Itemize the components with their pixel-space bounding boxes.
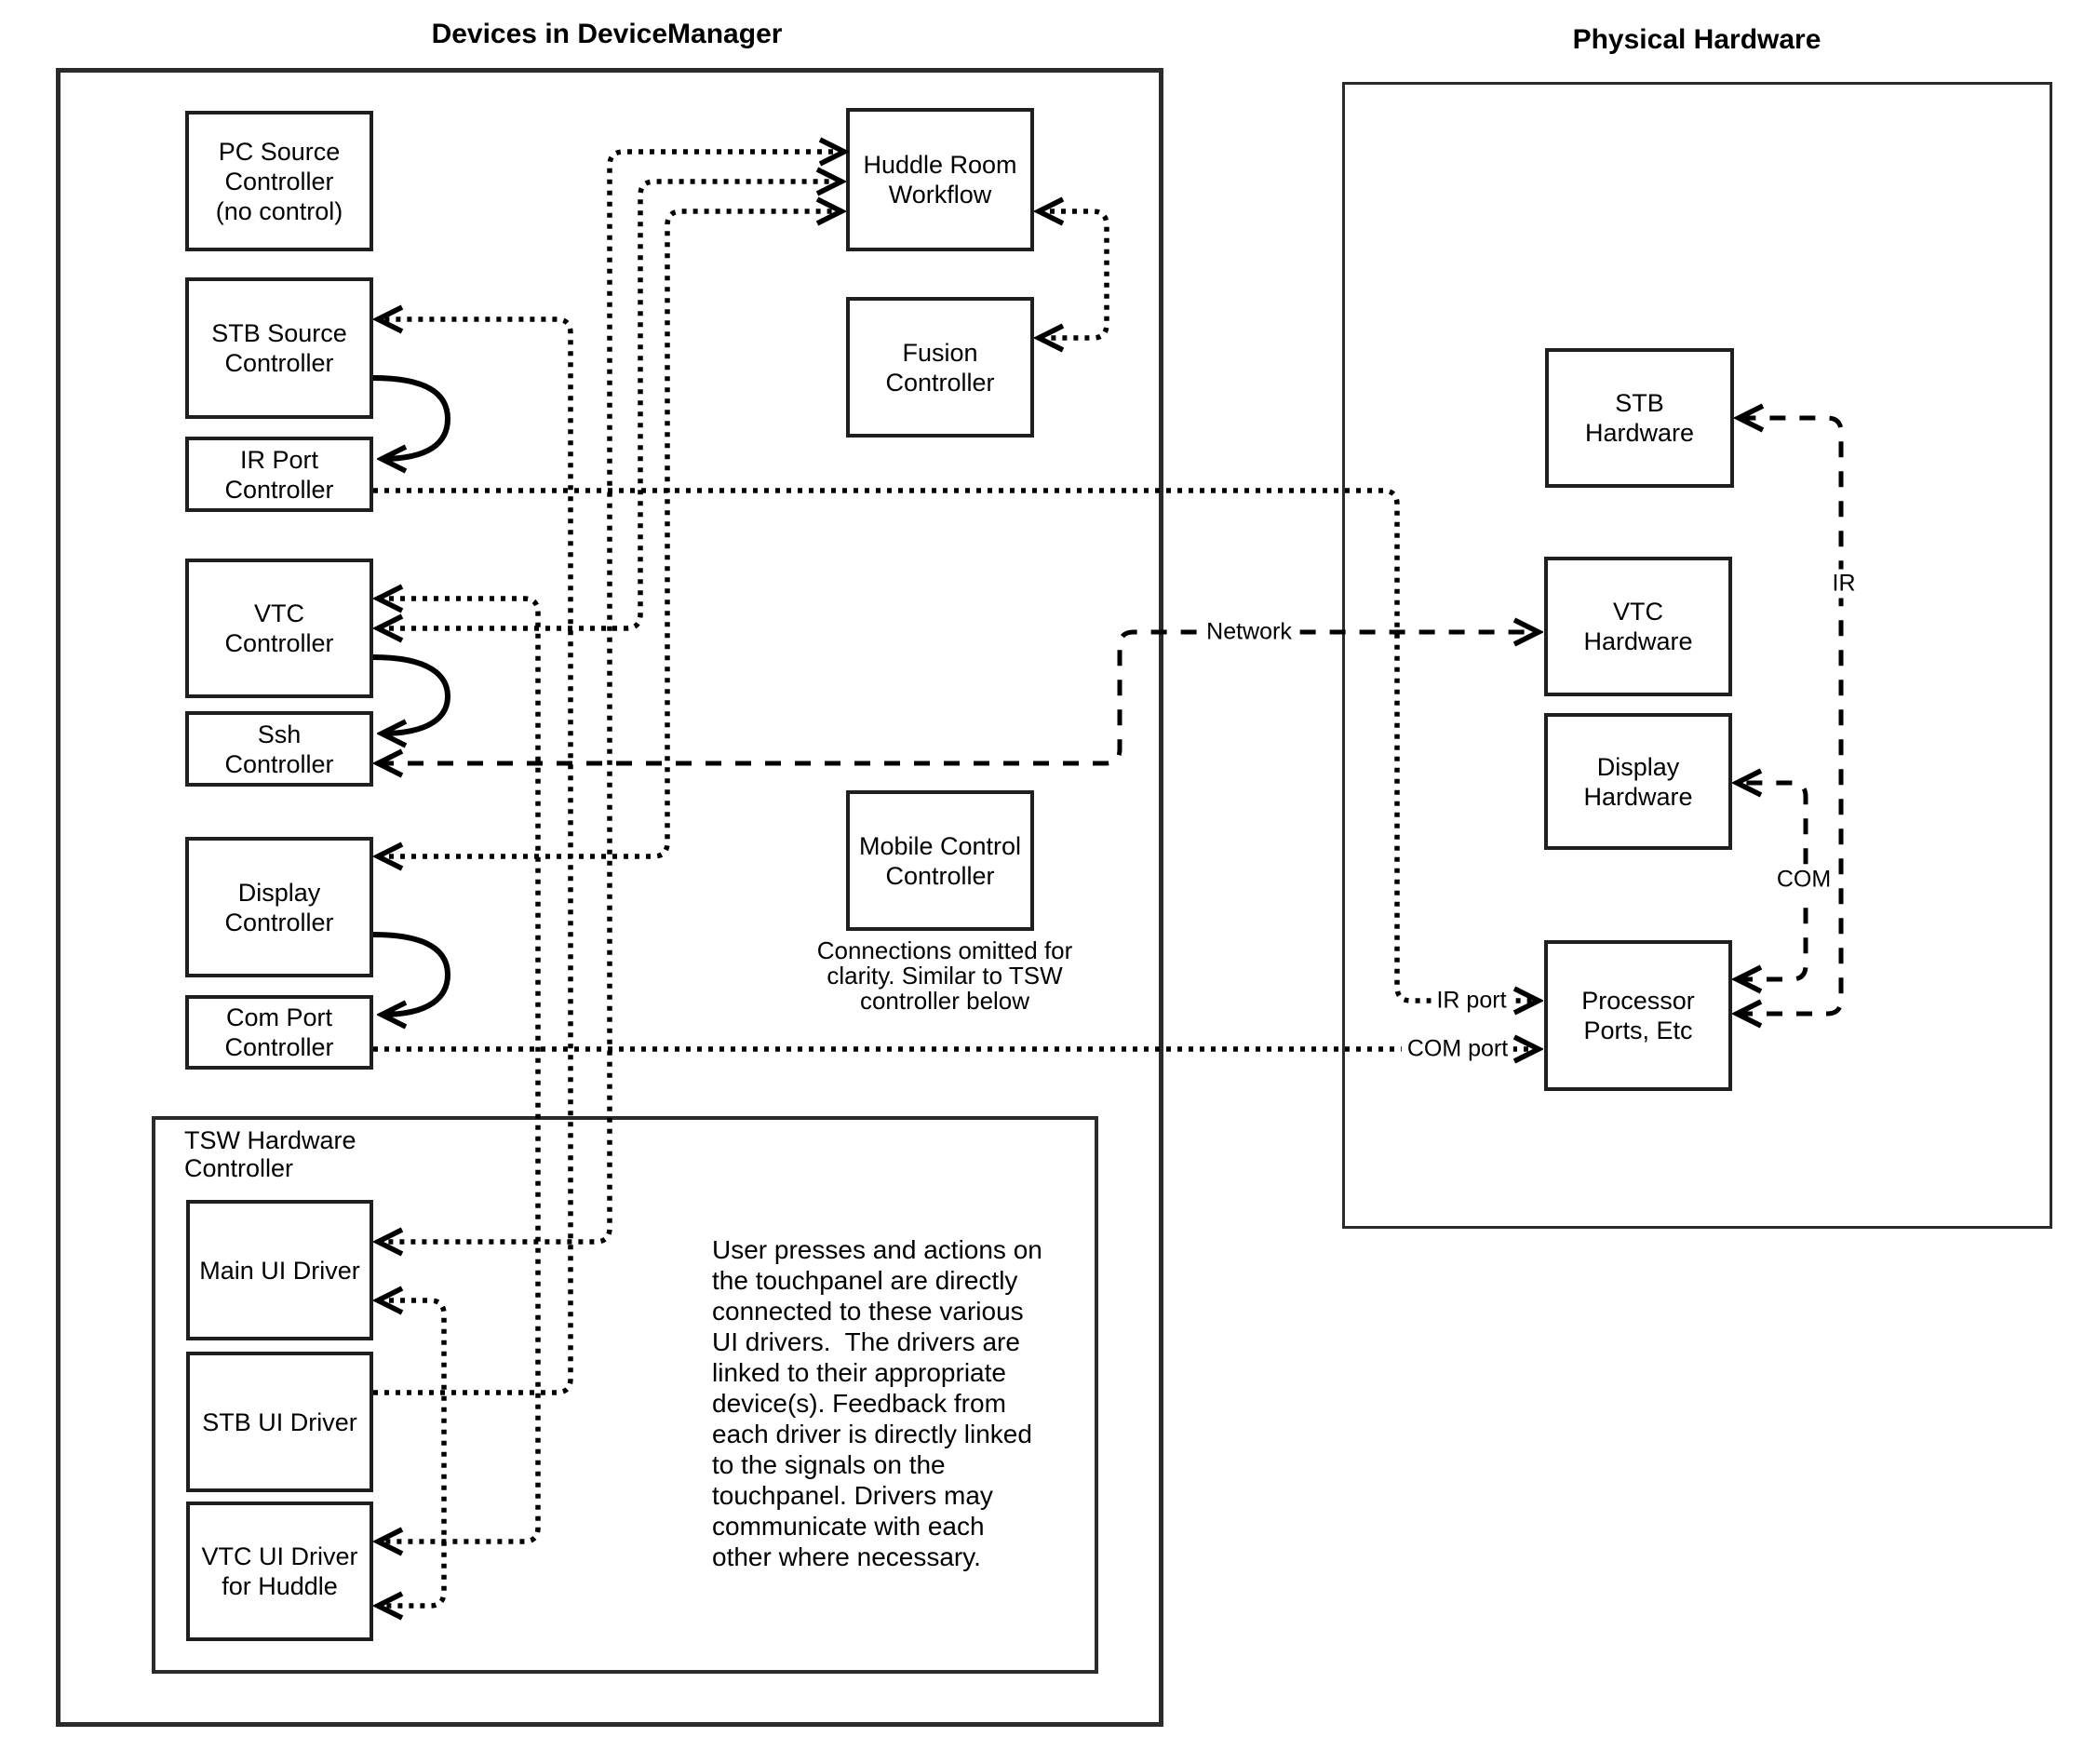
vtc-hardware-box-label: VTC Hardware [1583,598,1693,655]
left-region-title: Devices in DeviceManager [431,19,783,49]
right-region-title: Physical Hardware [1572,24,1821,55]
stb-hardware-box-label: STB Hardware [1584,389,1695,447]
fusion-controller-box-label: Fusion Controller [885,338,995,397]
vtc-ui-driver-box-label: VTC UI Driver for Huddle [201,1542,358,1600]
ir-port-controller-box-label: IR Port Controller [224,445,334,504]
processor-ports-box-label: Processor Ports, Etc [1581,987,1695,1044]
mobile-control-note: Connections omitted for clarity. Similar to TSW controller below [816,936,1073,1015]
com-port-controller-box-label: Com Port Controller [224,1003,334,1061]
display-hardware-box-label: Display Hardware [1583,752,1693,811]
ui-drivers-description: User presses and actions on the touchpanel are directly connected to these various UI drivers. The drivers are linked to their appropriate device(s). Feedback from each driver is directly linked to the signals on the touchpanel. Drivers may communicate with each other where necessary. [712,1235,1042,1571]
com-port-label: COM port [1402,1035,1513,1064]
ir-port-label: IR port [1431,987,1512,1016]
com-label: COM [1771,866,1836,895]
tsw-container-label: TSW Hardware Controller [184,1126,356,1182]
ssh-controller-box-label: Ssh Controller [224,720,334,778]
main-ui-driver-box-label: Main UI Driver [199,1256,360,1285]
vtc-controller-box-label: VTC Controller [224,599,334,657]
display-controller-box-label: Display Controller [224,878,334,936]
stb-ui-driver-box-label: STB UI Driver [202,1407,357,1436]
ir-label: IR [1827,570,1862,599]
pc-source-controller-box-label: PC Source Controller (no control) [215,137,343,225]
stb-source-controller-box-label: STB Source Controller [211,319,347,377]
mobile-control-controller-box-label: Mobile Control Controller [858,831,1022,890]
network-label: Network [1201,618,1297,647]
huddle-room-workflow-box-label: Huddle Room Workflow [863,151,1017,209]
